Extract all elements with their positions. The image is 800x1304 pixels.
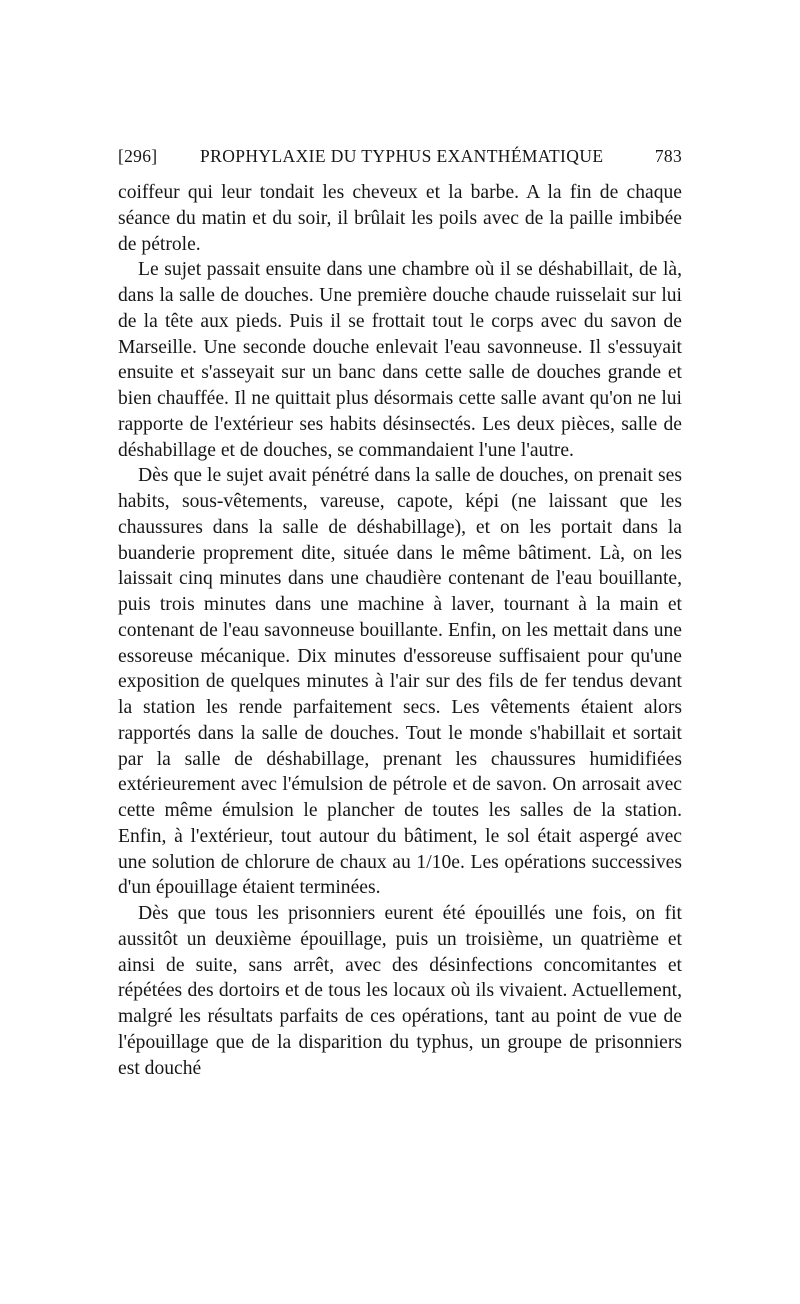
running-title: PROPHYLAXIE DU TYPHUS EXANTHÉMATIQUE [200, 146, 604, 166]
page-number: 783 [654, 146, 682, 166]
paragraph-laundry-procedure: Dès que le sujet avait pénétré dans la salle de douches, on prenait ses habits, sous-vêtements, vareuse, capote, képi (ne laissant que les chaussures dans la salle de déshabillage), et on les portait dans la buanderie proprement dite, située dans le même bâtiment. Là, on les laissait cinq minutes dans une chaudière contenant de l'eau bouillante, puis trois minutes dans une machine à laver, tournant à la main et contenant de l'eau savonneuse bouillante. Enfin, on les mettait dans une essoreuse mécanique. Dix minutes d'essoreuse suffisaient pour qu'une exposition de quelques minutes à l'air sur des fils de fer tendus devant la station les rende parfaitement secs. Les vêtements étaient alors rapportés dans la salle de douches. Tout le monde s'habillait et sortait par la salle de déshabillage, prenant les chaussures humidifiées extérieurement avec l'émulsion de pétrole et de savon. On arrosait avec cette même émulsion le plancher de toutes les salles de la station. Enfin, à l'extérieur, tout autour du bâtiment, le sol était aspergé avec une solution de chlorure de chaux au 1/10e. Les opérations successives d'un épouillage étaient terminées. [118, 465, 682, 899]
bracketed-page-number: [296] [118, 146, 158, 166]
running-header [118, 146, 682, 172]
paragraph-continued: coiffeur qui leur tondait les cheveux et la barbe. A la fin de chaque séance du matin et du soir, il brûlait les poils avec de la paille imbibée de pétrole. [118, 182, 682, 255]
paragraph-shower-procedure: Le sujet passait ensuite dans une chambre où il se déshabillait, de là, dans la salle de douches. Une première douche chaude ruisselait sur lui de la tête aux pieds. Puis il se frottait tout le corps avec du savon de Marseille. Une seconde douche enlevait l'eau savonneuse. Il s'essuyait ensuite et s'asseyait sur un banc dans cette salle de douches grande et bien chauffée. Il ne quittait plus désormais cette salle avant qu'on ne lui rapporte de l'extérieur ses habits désinsectés. Les deux pièces, salle de déshabillage et de douches, se commandaient l'une l'autre. [118, 259, 682, 461]
paragraph-repeated-delousing: Dès que tous les prisonniers eurent été épouillés une fois, on fit aussitôt un deuxième épouillage, puis un troisième, un quatrième et ainsi de suite, sans arrêt, avec des désinfections concomitantes et répétées des dortoirs et de tous les locaux où ils vivaient. Actuellement, malgré les résultats parfaits de ces opérations, tant au point de vue de l'épouillage que de la disparition du typhus, un groupe de prisonniers est douché [118, 903, 682, 1079]
body-text [118, 180, 682, 1081]
